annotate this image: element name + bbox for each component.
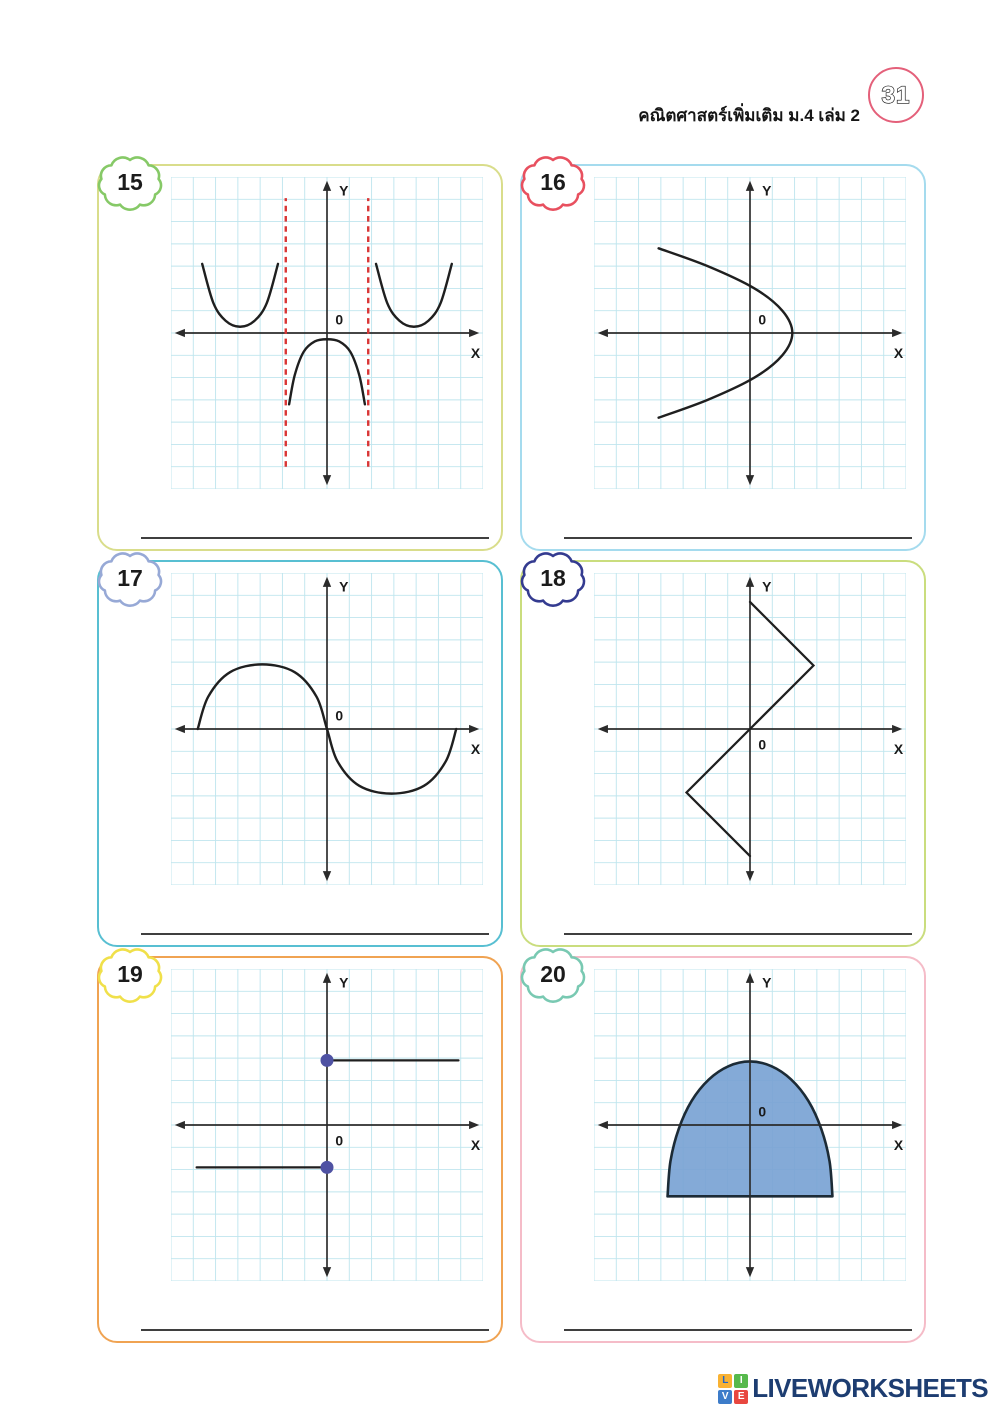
question-number: 18 xyxy=(540,564,566,591)
svg-text:X: X xyxy=(470,741,481,758)
page-number-badge xyxy=(868,67,924,123)
graph-plot-17 xyxy=(171,573,483,885)
liveworksheets-wordmark: LIVEWORKSHEETS xyxy=(752,1373,988,1403)
svg-text:Y: Y xyxy=(762,182,772,199)
logo-square-e: E xyxy=(734,1390,748,1404)
svg-text:Y: Y xyxy=(339,578,349,595)
question-number: 16 xyxy=(540,168,566,195)
question-number-badge xyxy=(90,943,170,1007)
question-number-badge xyxy=(513,151,593,215)
question-grid xyxy=(97,164,926,1343)
page-number: 31 xyxy=(881,82,911,109)
svg-text:0: 0 xyxy=(335,311,344,328)
answer-input-line[interactable] xyxy=(141,933,489,935)
answer-input-line[interactable] xyxy=(564,933,912,935)
liveworksheets-icon xyxy=(718,1374,748,1404)
book-title: คณิตศาสตร์เพิ่มเติม ม.4 เล่ม 2 xyxy=(638,106,860,125)
svg-text:Y: Y xyxy=(762,578,772,595)
svg-text:X: X xyxy=(893,1137,904,1154)
svg-text:0: 0 xyxy=(335,707,344,724)
page-number-bubble xyxy=(872,71,920,119)
question-panel-18 xyxy=(520,560,926,947)
question-number: 15 xyxy=(117,168,143,195)
answer-input-line[interactable] xyxy=(141,1329,489,1331)
svg-text:Y: Y xyxy=(762,974,772,991)
svg-text:0: 0 xyxy=(758,311,767,328)
question-panel-16 xyxy=(520,164,926,551)
graph-plot-16 xyxy=(594,177,906,489)
svg-text:0: 0 xyxy=(758,1103,767,1120)
logo-square-i: I xyxy=(734,1374,748,1388)
svg-text:Y: Y xyxy=(339,182,349,199)
question-number: 17 xyxy=(117,564,143,591)
question-number: 20 xyxy=(540,960,566,987)
svg-text:X: X xyxy=(470,345,481,362)
question-number-badge xyxy=(513,547,593,611)
svg-text:0: 0 xyxy=(335,1132,344,1149)
question-number: 19 xyxy=(117,960,143,987)
logo-square-l: L xyxy=(718,1374,732,1388)
answer-input-line[interactable] xyxy=(141,537,489,539)
question-number-badge xyxy=(513,943,593,1007)
svg-text:X: X xyxy=(470,1137,481,1154)
svg-text:X: X xyxy=(893,345,904,362)
question-panel-15 xyxy=(97,164,503,551)
question-panel-20 xyxy=(520,956,926,1343)
svg-text:Y: Y xyxy=(339,974,349,991)
question-panel-17 xyxy=(97,560,503,947)
answer-input-line[interactable] xyxy=(564,1329,912,1331)
svg-text:X: X xyxy=(893,741,904,758)
svg-text:0: 0 xyxy=(758,736,767,753)
graph-plot-18 xyxy=(594,573,906,885)
graph-plot-20 xyxy=(594,969,906,1281)
question-panel-19 xyxy=(97,956,503,1343)
question-number-badge xyxy=(90,547,170,611)
answer-input-line[interactable] xyxy=(564,537,912,539)
graph-plot-19 xyxy=(171,969,483,1281)
liveworksheets-logo[interactable] xyxy=(718,1373,988,1404)
graph-plot-15 xyxy=(171,177,483,489)
logo-square-v: V xyxy=(718,1390,732,1404)
question-number-badge xyxy=(90,151,170,215)
